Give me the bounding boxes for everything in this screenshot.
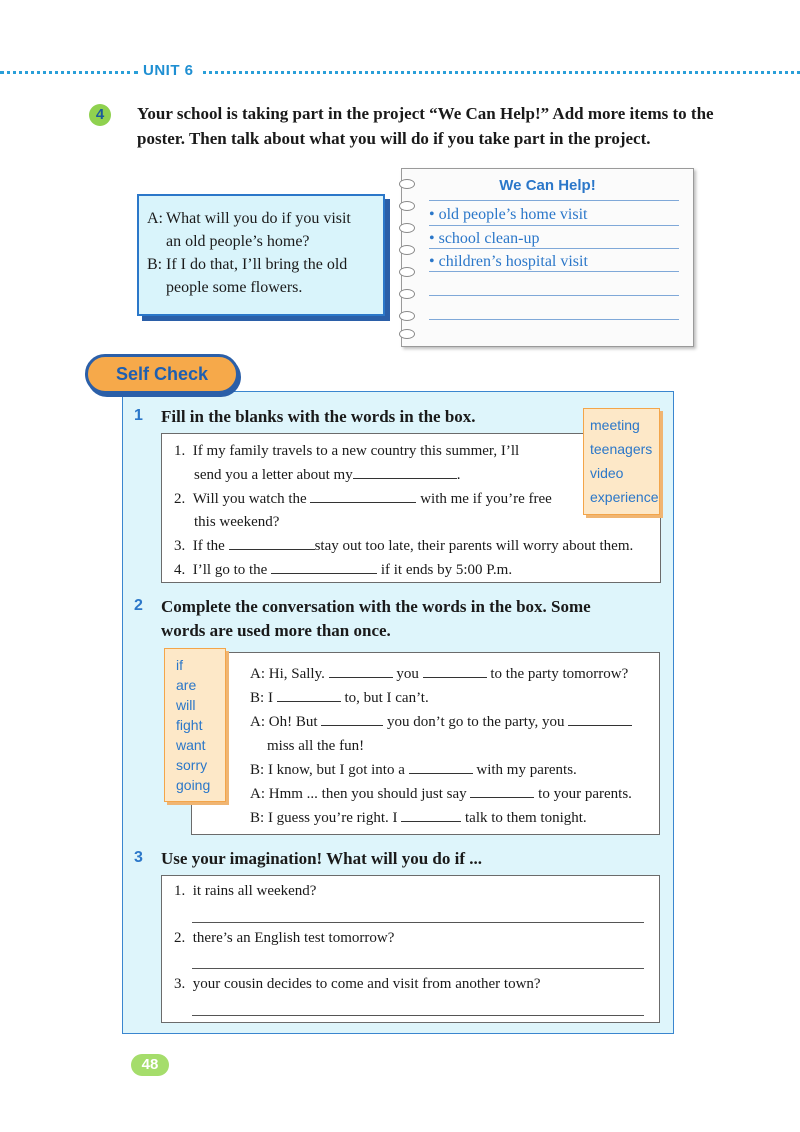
binder-ring-icon — [399, 223, 415, 233]
item-number: 3. — [174, 538, 186, 554]
word-option: want — [176, 737, 206, 753]
poster-rule — [429, 319, 679, 320]
word-option: meeting — [590, 417, 640, 433]
section-2-number: 2 — [134, 597, 143, 614]
poster-rule — [429, 295, 679, 296]
we-can-help-poster — [401, 168, 694, 347]
speaker: A: — [250, 666, 265, 682]
item-text: send you a letter about my — [194, 467, 353, 483]
word-option: fight — [176, 717, 203, 733]
item-text: there’s an English test tomorrow? — [192, 930, 395, 946]
word-option: video — [590, 465, 624, 481]
fill-blank[interactable] — [329, 663, 393, 678]
conversation-text: you don’t go to the party, you — [387, 714, 565, 730]
section-1-word-box — [583, 408, 660, 515]
speaker: B: — [250, 762, 265, 778]
binder-ring-icon — [399, 311, 415, 321]
conversation-text: with my parents. — [476, 762, 577, 778]
page-number: 48 — [131, 1054, 169, 1076]
dialog-box — [137, 194, 385, 316]
speaker: B: — [250, 690, 265, 706]
item-number: 1. — [174, 443, 186, 459]
section-3-box — [161, 875, 660, 1023]
conversation-text: you — [396, 666, 419, 682]
fill-blank[interactable] — [353, 464, 457, 479]
binder-ring-icon — [399, 245, 415, 255]
section-2-instruction-line2: words are used more than once. — [161, 621, 391, 640]
poster-item: • old people’s home visit — [429, 206, 588, 223]
section-2-word-box — [164, 648, 226, 802]
item-text: Will you watch the — [192, 491, 307, 507]
conversation-text: Oh! But — [268, 714, 318, 730]
conversation-text: I guess you’re right. I — [267, 810, 398, 826]
item-number: 2. — [174, 491, 186, 507]
poster-rule — [429, 200, 679, 201]
header-dots-left — [0, 71, 138, 74]
section-2-box — [191, 652, 660, 835]
item-number: 4. — [174, 562, 186, 578]
poster-rule — [429, 248, 679, 249]
item-text: it rains all weekend? — [192, 883, 317, 899]
header-dots-right — [203, 71, 800, 74]
item-text: I’ll go to the — [192, 562, 268, 578]
fill-blank[interactable] — [423, 663, 487, 678]
activity-4-instruction: Your school is taking part in the project “We Can Help!” Add more items to the poster. Then talk about what you will do if you take part in the project. — [137, 104, 714, 148]
fill-blank[interactable] — [409, 759, 473, 774]
conversation-text: I know, but I got into a — [267, 762, 405, 778]
fill-blank[interactable] — [271, 559, 377, 574]
item-number: 2. — [174, 930, 186, 946]
word-option: going — [176, 777, 211, 793]
fill-blank[interactable] — [310, 488, 416, 503]
fill-blank[interactable] — [470, 783, 534, 798]
conversation-text: to, but I can’t. — [344, 690, 429, 706]
binder-ring-icon — [399, 329, 415, 339]
item-number: 3. — [174, 976, 186, 992]
fill-blank[interactable] — [568, 711, 632, 726]
fill-blank[interactable] — [229, 535, 315, 550]
answer-line[interactable] — [192, 1015, 644, 1016]
item-text: with me if you’re free — [420, 491, 552, 507]
poster-rule — [429, 225, 679, 226]
conversation-text: to the party tomorrow? — [490, 666, 629, 682]
item-text: this weekend? — [194, 514, 280, 530]
word-option: experience — [590, 489, 659, 505]
speaker: B: — [250, 810, 265, 826]
item-text: stay out too late, their parents will worry about them. — [314, 538, 634, 554]
word-option: will — [176, 697, 196, 713]
conversation-text: Hmm ... then you should just say — [268, 786, 467, 802]
answer-line[interactable] — [192, 922, 644, 923]
answer-line[interactable] — [192, 968, 644, 969]
item-text: if it ends by 5:00 P.m. — [380, 562, 513, 578]
section-1-number: 1 — [134, 407, 143, 424]
conversation-text: talk to them tonight. — [465, 810, 587, 826]
dialog-speaker-a: A: — [147, 210, 163, 227]
poster-rule — [429, 271, 679, 272]
unit-label: UNIT 6 — [143, 62, 194, 79]
word-option: sorry — [176, 757, 208, 773]
fill-blank[interactable] — [277, 687, 341, 702]
binder-ring-icon — [399, 201, 415, 211]
poster-title: We Can Help! — [499, 177, 596, 194]
conversation-text: Hi, Sally. — [268, 666, 325, 682]
poster-item: • school clean-up — [429, 230, 540, 247]
conversation-text: miss all the fun! — [267, 738, 365, 754]
word-option: if — [176, 657, 183, 673]
conversation-text: to your parents. — [538, 786, 632, 802]
fill-blank[interactable] — [401, 807, 461, 822]
dialog-line: an old people’s home? — [166, 233, 310, 250]
section-2-instruction-line1: Complete the conversation with the words in the box. Some — [161, 597, 591, 616]
poster-item: • children’s hospital visit — [429, 253, 588, 270]
item-number: 1. — [174, 883, 186, 899]
section-3-instruction: Use your imagination! What will you do if ... — [161, 849, 482, 868]
self-check-badge: Self Check — [85, 354, 239, 394]
dialog-line: What will you do if you visit — [166, 210, 351, 227]
dialog-line: people some flowers. — [166, 279, 303, 296]
speaker: A: — [250, 786, 265, 802]
speaker: A: — [250, 714, 265, 730]
section-3-number: 3 — [134, 849, 143, 866]
section-1-instruction: Fill in the blanks with the words in the box. — [161, 407, 476, 426]
word-option: are — [176, 677, 197, 693]
conversation-text: I — [267, 690, 273, 706]
item-text: . — [456, 467, 461, 483]
word-option: teenagers — [590, 441, 653, 457]
dialog-line: If I do that, I’ll bring the old — [166, 256, 348, 273]
binder-ring-icon — [399, 267, 415, 277]
dialog-speaker-b: B: — [147, 256, 163, 273]
binder-ring-icon — [399, 289, 415, 299]
fill-blank[interactable] — [321, 711, 383, 726]
item-text: If my family travels to a new country this summer, I’ll — [192, 443, 520, 459]
item-text: If the — [192, 538, 225, 554]
activity-4-number: 4 — [89, 104, 111, 126]
item-text: your cousin decides to come and visit from another town? — [192, 976, 541, 992]
